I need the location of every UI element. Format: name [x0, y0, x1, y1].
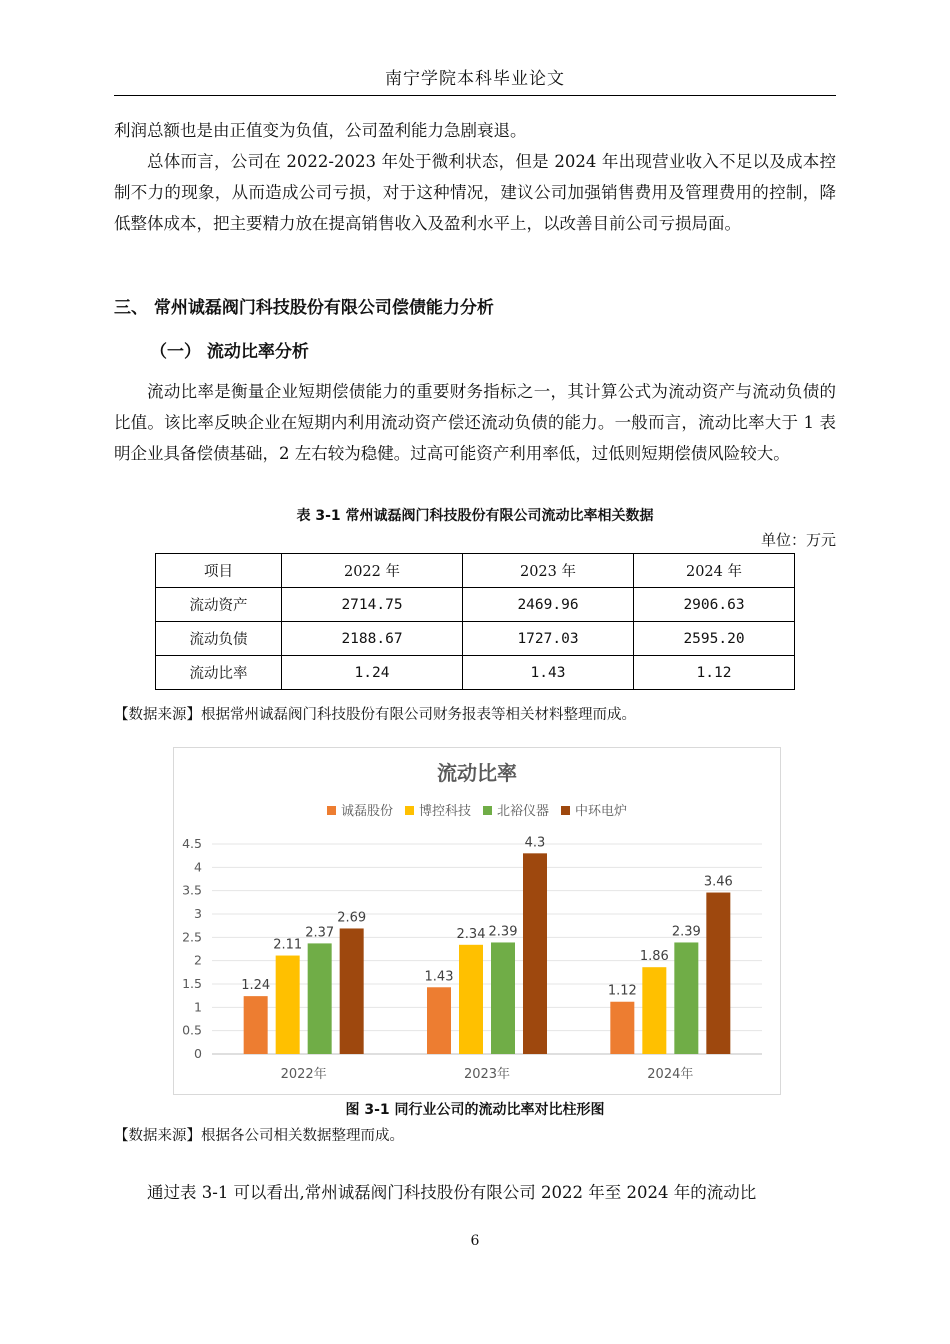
bar-chart	[174, 748, 780, 1094]
subsection-heading: （一） 流动比率分析	[150, 342, 309, 362]
data-table	[155, 553, 795, 690]
table-header-cell: 项目	[156, 554, 282, 588]
bar	[427, 987, 451, 1054]
data-label: 1.43	[424, 969, 454, 985]
table-cell: 2595.20	[634, 622, 795, 656]
table-cell: 1.12	[634, 656, 795, 690]
table-cell: 1.43	[463, 656, 634, 690]
bar	[308, 943, 332, 1054]
legend-label: 北裕仪器	[497, 804, 550, 819]
table-cell: 1727.03	[463, 622, 634, 656]
data-label: 2.37	[305, 925, 335, 941]
bar	[491, 942, 515, 1054]
table-unit: 单位：万元	[760, 531, 836, 549]
table-header-cell: 2022 年	[282, 554, 463, 588]
data-label: 2.69	[337, 910, 367, 926]
bar	[340, 928, 364, 1054]
bar	[674, 942, 698, 1054]
x-tick-label: 2023年	[463, 1067, 511, 1082]
y-tick-label: 1	[194, 999, 202, 1015]
legend-swatch	[327, 806, 336, 815]
table-header-cell: 2024 年	[634, 554, 795, 588]
data-label: 1.12	[607, 983, 637, 999]
section-heading: 三、 常州诚磊阀门科技股份有限公司偿债能力分析	[114, 298, 494, 318]
table-header-cell: 2023 年	[463, 554, 634, 588]
data-label: 4.3	[524, 835, 546, 851]
figure-source-note: 【数据来源】根据各公司相关数据整理而成。	[114, 1128, 404, 1144]
table-cell: 1.24	[282, 656, 463, 690]
paragraph: 通过表 3-1 可以看出,常州诚磊阀门科技股份有限公司 2022 年至 2024 年的流动比	[147, 1183, 757, 1202]
table-source-note: 【数据来源】根据常州诚磊阀门科技股份有限公司财务报表等相关材料整理而成。	[114, 707, 636, 723]
bar	[523, 853, 547, 1054]
table-cell: 流动资产	[156, 588, 282, 622]
table-caption: 表 3-1 常州诚磊阀门科技股份有限公司流动比率相关数据	[296, 508, 654, 524]
data-label: 2.34	[456, 926, 486, 942]
legend-label: 中环电炉	[575, 804, 628, 819]
y-tick-label: 4.5	[182, 836, 202, 851]
paragraph: 总体而言，公司在 2022-2023 年处于微利状态，但是 2024 年出现营业收入不足以及成本控制不力的现象，从而造成公司亏损，对于这种情况，建议公司加强销售费用及管理费用的控制，降低整体成本，把主要精力放在提高销售收入及盈利水平上，以改善目前公司亏损局面。	[114, 152, 836, 233]
x-tick-label: 2024年	[647, 1067, 694, 1082]
chart-title: 流动比率	[437, 761, 517, 785]
chart-container	[173, 747, 781, 1095]
y-tick-label: 1.5	[182, 976, 202, 991]
data-label: 2.39	[671, 924, 701, 940]
legend-swatch	[483, 806, 492, 815]
table-cell: 2906.63	[634, 588, 795, 622]
data-label: 2.11	[273, 937, 303, 953]
table-cell: 2469.96	[463, 588, 634, 622]
figure-caption: 图 3-1 同行业公司的流动比率对比柱形图	[345, 1102, 605, 1118]
y-tick-label: 4	[194, 859, 202, 875]
data-label: 1.86	[639, 949, 669, 965]
x-tick-label: 2022年	[280, 1067, 327, 1082]
y-tick-label: 0	[194, 1046, 202, 1061]
y-tick-label: 0.5	[182, 1022, 202, 1038]
y-tick-label: 2.5	[182, 929, 202, 945]
legend-swatch	[561, 806, 570, 815]
bar	[642, 967, 666, 1054]
data-label: 1.24	[241, 978, 271, 994]
table-cell: 流动比率	[156, 656, 282, 690]
y-tick-label: 2	[194, 952, 202, 968]
legend-label: 诚磊股份	[341, 804, 394, 819]
y-tick-label: 3	[194, 906, 202, 921]
bar	[244, 996, 268, 1054]
table-cell: 2714.75	[282, 588, 463, 622]
data-label: 3.46	[703, 874, 733, 890]
table-cell: 流动负债	[156, 622, 282, 656]
legend-label: 博控科技	[419, 804, 472, 819]
paragraph: 流动比率是衡量企业短期偿债能力的重要财务指标之一，其计算公式为流动资产与流动负债的比值。该比率反映企业在短期内利用流动资产偿还流动负债的能力。一般而言，流动比率大于 1 表明企业具备偿债基础，2 左右较为稳健。过高可能资产利用率低，过低则短期偿债风险较大。	[114, 382, 836, 463]
header-title: 南宁学院本科毕业论文	[385, 69, 565, 89]
table-row	[156, 588, 795, 622]
table-row	[156, 656, 795, 690]
bar	[459, 945, 483, 1054]
bar	[276, 956, 300, 1054]
bar	[706, 893, 730, 1054]
legend-swatch	[405, 806, 414, 815]
data-label: 2.39	[488, 924, 518, 940]
table-row	[156, 622, 795, 656]
page-number: 6	[470, 1233, 480, 1249]
table-header-row	[156, 554, 795, 588]
header-rule	[114, 95, 836, 96]
table-cell: 2188.67	[282, 622, 463, 656]
paragraph: 利润总额也是由正值变为负值，公司盈利能力急剧衰退。	[114, 121, 527, 140]
bar	[610, 1002, 634, 1054]
y-tick-label: 3.5	[182, 882, 202, 898]
